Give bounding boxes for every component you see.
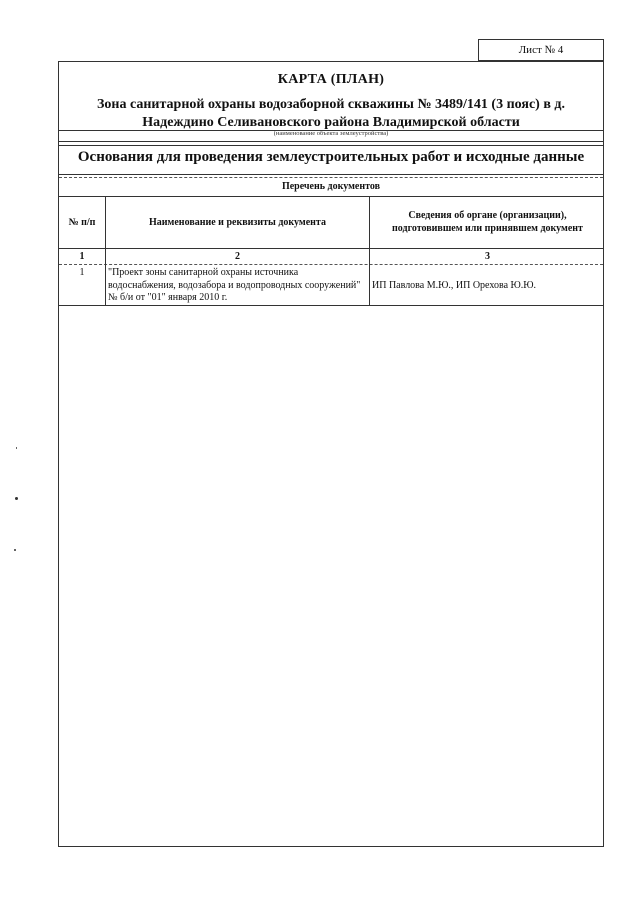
scan-speck xyxy=(16,447,17,449)
row-organization: ИП Павлова М.Ю., ИП Орехова Ю.Ю. xyxy=(372,280,537,291)
column-number: 2 xyxy=(235,251,240,262)
table-header-border xyxy=(59,248,603,249)
object-caption: (наименование объекта землеустройства) xyxy=(273,130,389,137)
subtitle-line-2: Надеждино Селивановского района Владимирской области xyxy=(142,115,520,130)
section-heading: Основания для проведения землеустроительных работ и исходные данные xyxy=(77,149,585,165)
divider xyxy=(59,145,603,146)
scan-speck xyxy=(15,497,18,500)
documents-list-title: Перечень документов xyxy=(281,181,381,192)
table-bottom-border xyxy=(59,305,603,306)
row-document-name: "Проект зоны санитарной охраны источника водоснабжения, водозабора и водопроводных сооружений" № б/и от "01" января 2010 г. xyxy=(108,267,361,303)
row-number: 1 xyxy=(79,267,85,278)
document-frame xyxy=(58,61,604,847)
divider xyxy=(59,174,603,175)
column-header-number: № п/п xyxy=(68,216,96,228)
document-subtitle xyxy=(59,96,603,132)
column-number: 1 xyxy=(79,251,85,262)
divider xyxy=(59,177,603,178)
column-header-document: Наименование и реквизиты документа xyxy=(149,216,326,228)
column-number: 3 xyxy=(485,251,490,262)
table-number-row-border xyxy=(59,264,603,265)
sheet-number: Лист № 4 xyxy=(478,39,604,61)
scan-speck xyxy=(14,549,16,551)
divider xyxy=(59,141,603,142)
document-title: КАРТА (ПЛАН) xyxy=(277,72,385,87)
column-header-organization: Сведения об органе (организации), подготовившем или принявшем документ xyxy=(392,210,583,234)
subtitle-line-1: Зона санитарной охраны водозаборной скважины № 3489/141 (3 пояс) в д. xyxy=(97,97,565,112)
